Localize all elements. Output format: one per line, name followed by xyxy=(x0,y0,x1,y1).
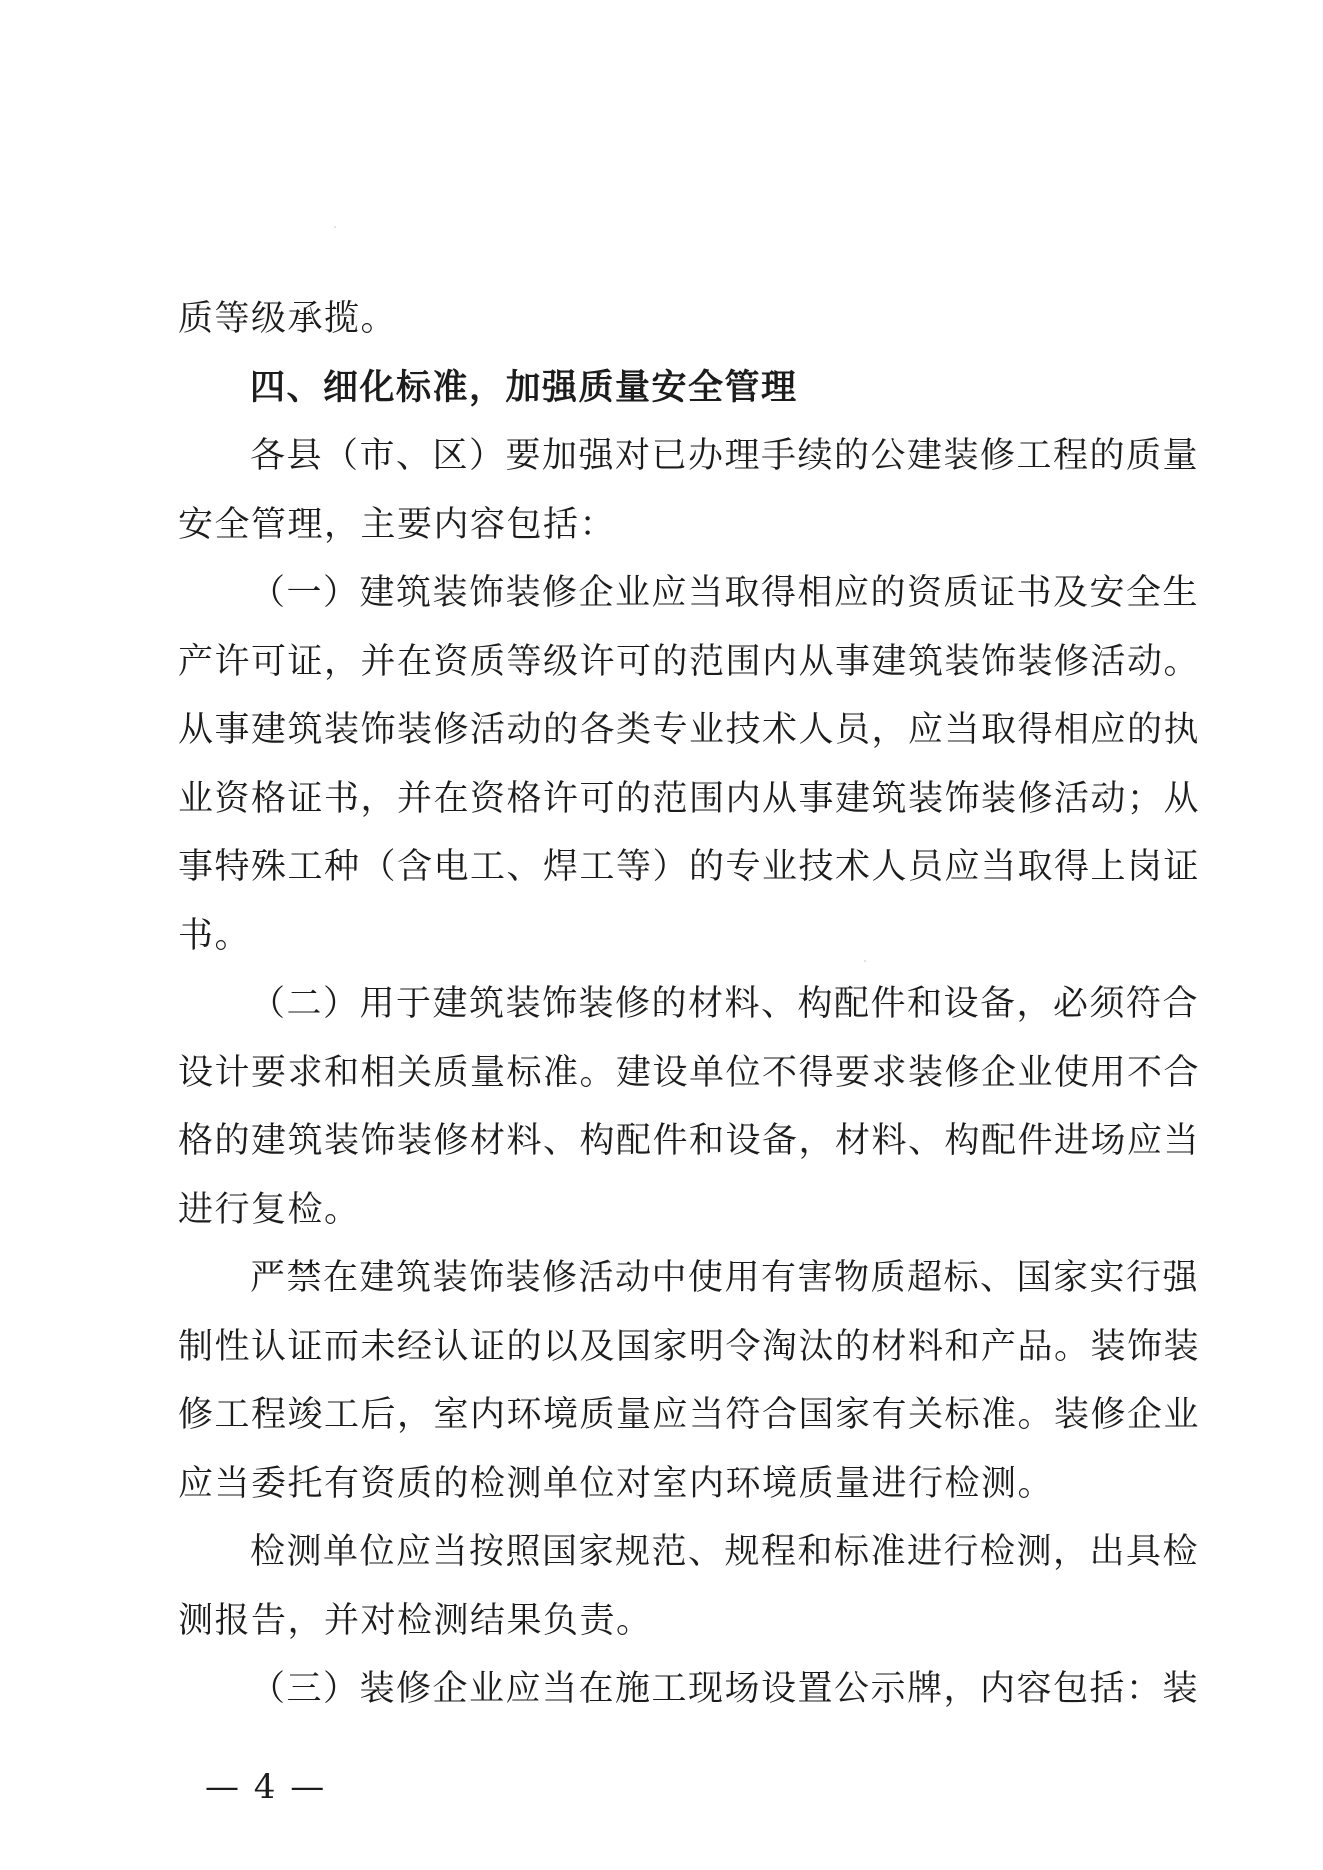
page-number: — 4 — xyxy=(205,1767,327,1807)
text-line: 产许可证，并在资质等级许可的范围内从事建筑装饰装修活动。 xyxy=(178,641,1201,682)
text-line: （一）建筑装饰装修企业应当取得相应的资质证书及安全生 xyxy=(250,573,1200,613)
text-line: 修工程竣工后，室内环境质量应当符合国家有关标准。装修企业 xyxy=(178,1395,1201,1435)
scan-speck xyxy=(334,226,336,228)
scan-speck xyxy=(864,960,866,962)
text-line: 检测单位应当按照国家规范、规程和标准进行检测，出具检 xyxy=(250,1532,1200,1572)
body-text xyxy=(178,285,1201,1724)
text-line: 质等级承揽。 xyxy=(178,299,398,339)
text-line: 应当委托有资质的检测单位对室内环境质量进行检测。 xyxy=(178,1463,1055,1504)
text-line: （二）用于建筑装饰装修的材料、构配件和设备，必须符合 xyxy=(250,984,1200,1024)
text-line: 书。 xyxy=(178,915,252,956)
text-line: （三）装修企业应当在施工现场设置公示牌，内容包括：装 xyxy=(250,1669,1200,1709)
text-line: 测报告，并对检测结果负责。 xyxy=(178,1600,653,1641)
text-line: 严禁在建筑装饰装修活动中使用有害物质超标、国家实行强 xyxy=(250,1258,1200,1298)
text-line: 各县（市、区）要加强对已办理手续的公建装修工程的质量 xyxy=(250,436,1200,476)
text-line: 制性认证而未经认证的以及国家明令淘汰的材料和产品。装饰装 xyxy=(178,1326,1201,1367)
text-line: 安全管理，主要内容包括： xyxy=(178,504,617,545)
text-line: 事特殊工种（含电工、焊工等）的专业技术人员应当取得上岗证 xyxy=(178,847,1201,887)
text-line: 设计要求和相关质量标准。建设单位不得要求装修企业使用不合 xyxy=(178,1052,1201,1093)
text-line: 业资格证书，并在资格许可的范围内从事建筑装饰装修活动；从 xyxy=(178,778,1201,819)
text-line: 从事建筑装饰装修活动的各类专业技术人员，应当取得相应的执 xyxy=(178,710,1201,750)
section-heading: 四、细化标准，加强质量安全管理 xyxy=(250,367,798,408)
text-line: 格的建筑装饰装修材料、构配件和设备，材料、构配件进场应当 xyxy=(178,1121,1201,1161)
text-line: 进行复检。 xyxy=(178,1189,361,1230)
